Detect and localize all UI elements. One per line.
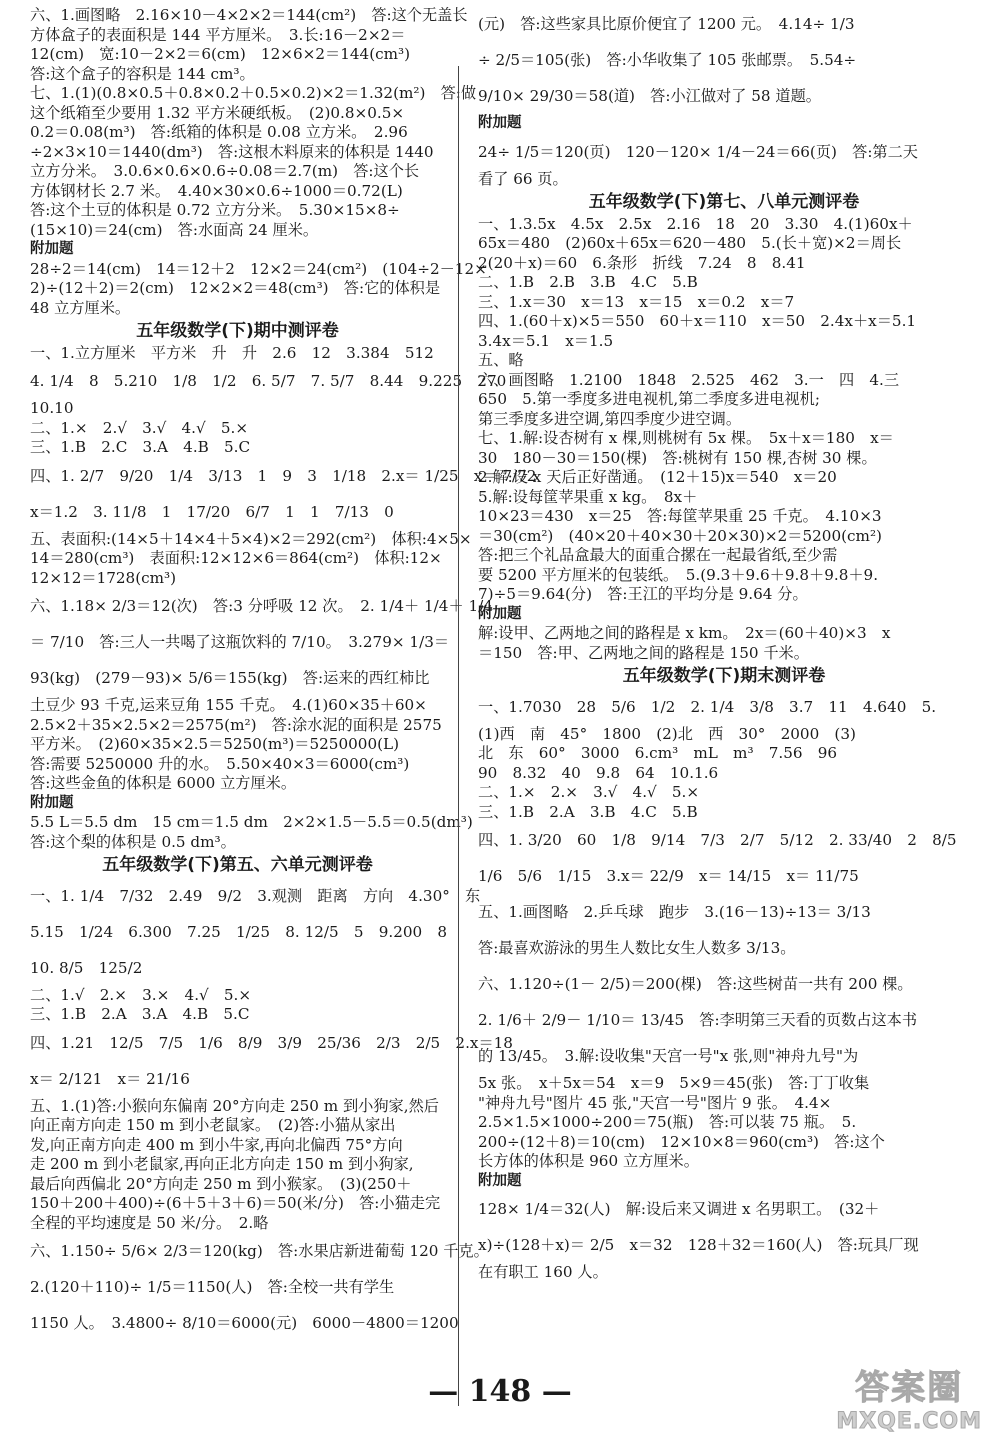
answer-line: 答:这个梨的体积是 0.5 dm³。 — [30, 832, 236, 851]
answer-line: 5x 张。 x＋5x＝54 x＝9 5×9＝45(张) 答:丁丁收集 — [478, 1074, 870, 1092]
answer-line: 10. 8/5 125/2 — [30, 958, 143, 977]
answer-line: 2.(120＋110)÷ 1/5＝1150(人) 答:全校一共有学生 — [30, 1278, 395, 1296]
answer-line: 二、1.× 2.× 3.√ 4.√ 5.× — [478, 783, 700, 801]
answer-line: 四、1. 3/20 60 1/8 9/14 7/3 2/7 5/12 2. 33/40 2 8/5 — [478, 831, 957, 849]
answer-line: 五、表面积:(14×5＋14×4＋5×4)×2＝292(cm²) 体积:4×5× — [30, 529, 472, 548]
answer-line: 六、1.18× 2/3＝12(次) 答:3 分呼吸 12 次。 2. 1/4＋ 1/4＋ 1/4 — [30, 597, 493, 615]
answer-line: 7)÷5＝9.64(分) 答:王江的平均分是 9.64 分。 — [478, 585, 808, 603]
section-title: 五年级数学(下)第七、八单元测评卷 — [588, 192, 860, 212]
answer-line: x＝ 2/121 x＝ 21/16 — [30, 1069, 190, 1088]
answer-line: 要 5200 平方厘米的包装纸。 5.(9.3＋9.6＋9.8＋9.8＋9. — [478, 565, 879, 584]
answer-line: 在有职工 160 人。 — [478, 1263, 608, 1281]
answer-line: 一、1.3.5x 4.5x 2.5x 2.16 18 20 3.30 4.(1)60x＋ — [478, 214, 913, 233]
answer-line: 解:设甲、乙两地之间的路程是 x km。 2x＝(60＋40)×3 x — [478, 624, 891, 642]
answer-line: 答:这些金鱼的体积是 6000 立方厘米。 — [30, 774, 297, 792]
answer-line: 答:最喜欢游泳的男生人数比女生人数多 3/13。 — [478, 939, 796, 957]
answer-line: 10.10 — [30, 399, 74, 417]
right-column — [478, 6, 970, 1283]
watermark-url: MXQE.COM — [836, 1409, 982, 1434]
answer-line: 看了 66 页。 — [478, 169, 568, 188]
answer-line: 1/6 5/6 1/15 3.x＝ 22/9 x＝ 14/15 x＝ 11/75 — [478, 867, 859, 885]
answer-line: 六、1.120÷(1－ 2/5)＝200(棵) 答:这些树苗一共有 200 棵。 — [478, 975, 913, 993]
answer-line: 三、1.x＝30 x＝13 x＝15 x＝0.2 x＝7 — [478, 292, 795, 311]
section-title: 五年级数学(下)期中测评卷 — [136, 321, 339, 341]
page-number: — 148 — — [428, 1374, 572, 1409]
answer-line: 的 13/45。 3.解:设收集"天宫一号"x 张,则"神舟九号"为 — [478, 1047, 859, 1065]
answer-line: x＝1.2 3. 11/8 1 17/20 6/7 1 1 7/13 0 — [30, 502, 394, 521]
answer-line: ＝150 答:甲、乙两地之间的路程是 150 千米。 — [478, 643, 809, 662]
answer-line: 答:这个盒子的容积是 144 cm³。 — [30, 64, 255, 83]
answer-line: 93(kg) (279－93)× 5/6＝155(kg) 答:运来的西红柿比 — [30, 669, 430, 687]
answer-line: 4. 1/4 8 5.210 1/8 1/2 6. 5/7 7. 5/7 8.44 9.225 270 — [30, 372, 507, 390]
answer-line: 200÷(12＋8)＝10(cm) 12×10×8＝960(cm³) 答:这个 — [478, 1132, 885, 1151]
answer-line: 方体盒子的表面积是 144 平方厘米。 3.长:16－2×2＝ — [30, 25, 406, 44]
answer-line: 答:需要 5250000 升的水。 5.50×40×3＝6000(cm³) — [30, 754, 410, 773]
answer-line: 2.解:设 x 天后正好凿通。 (12＋15)x＝540 x＝20 — [478, 468, 837, 486]
answer-line: 七、1.解:设杏树有 x 棵,则桃树有 5x 棵。 5x＋x＝180 x＝ — [478, 429, 894, 447]
bonus-label: 附加题 — [30, 241, 74, 257]
answer-line: 六、1.画图略 2.16×10－4×2×2＝144(cm²) 答:这个无盖长 — [30, 6, 468, 24]
answer-line: 28÷2＝14(cm) 14＝12＋2 12×2＝24(cm²) (104÷2－12× — [30, 259, 487, 278]
answer-line: "神舟九号"图片 45 张,"天宫一号"图片 9 张。 4.4× — [478, 1093, 832, 1112]
answer-line: ＝30(cm²) (40×20＋40×30＋20×30)×2＝5200(cm²) — [478, 526, 882, 545]
answer-line: 二、1.√ 2.× 3.× 4.√ 5.× — [30, 985, 252, 1004]
answer-line: 第三季度多进空调,第四季度少进空调。 — [478, 409, 742, 428]
answer-line: 三、1.B 2.A 3.A 4.B 5.C — [30, 1005, 250, 1023]
answer-line: 三、1.B 2.A 3.B 4.C 5.B — [478, 802, 698, 821]
answer-line: 14＝280(cm³) 表面积:12×12×6＝864(cm²) 体积:12× — [30, 549, 442, 567]
answer-line: 走 200 m 到小老鼠家,再向正北方向走 150 m 到小狗家, — [30, 1155, 414, 1173]
answer-line: 1150 人。 3.4800÷ 8/10＝6000(元) 6000－4800＝1200 — [30, 1314, 459, 1332]
answer-line: 48 立方厘米。 — [30, 298, 131, 317]
answer-line: 150＋200＋400)÷(6＋5＋3＋6)＝50(米/分) 答:小猫走完 — [30, 1194, 441, 1212]
answer-line: 9/10× 29/30＝58(道) 答:小江做对了 58 道题。 — [478, 87, 821, 105]
answer-line: 5.15 1/24 6.300 7.25 1/25 8. 12/5 5 9.200 8 — [30, 922, 448, 941]
bonus-label: 附加题 — [478, 115, 522, 131]
bonus-label: 附加题 — [478, 605, 522, 622]
answer-line: 12(cm) 宽:10－2×2＝6(cm) 12×6×2＝144(cm³) — [30, 45, 411, 63]
answer-line: 五、1.(1)答:小猴向东偏南 20°方向走 250 m 到小狗家,然后 — [30, 1096, 439, 1115]
answer-line: ÷ 2/5＝105(张) 答:小华收集了 105 张邮票。 5.54÷ — [478, 51, 857, 69]
bonus-label: 附加题 — [478, 1172, 522, 1189]
answer-line: 2(20＋x)＝60 6.条形 折线 7.24 8 8.41 — [478, 253, 806, 272]
answer-line: 答:这个土豆的体积是 0.72 立方分米。 5.30×15×8÷ — [30, 201, 400, 219]
answer-line: 12×12＝1728(cm³) — [30, 568, 177, 587]
answer-line: 65x＝480 (2)60x＋65x＝620－480 5.(长＋宽)×2＝周长 — [478, 234, 902, 252]
answer-line: 128× 1/4＝32(人) 解:设后来又调进 x 名男职工。 (32＋ — [478, 1200, 880, 1218]
section-title: 五年级数学(下)第五、六单元测评卷 — [102, 855, 373, 875]
answer-line: 北 东 60° 3000 6.cm³ mL m³ 7.56 96 — [478, 744, 838, 762]
answer-line: 五、1.画图略 2.乒乓球 跑步 3.(16－13)÷13＝ 3/13 — [478, 903, 871, 921]
answer-line: 五、略 — [478, 351, 524, 369]
answer-line: x)÷(128＋x)＝ 2/5 x＝32 128＋32＝160(人) 答:玩具厂现 — [478, 1236, 919, 1254]
answer-line: 3.4x＝5.1 x＝1.5 — [478, 331, 614, 350]
answer-line: 四、1.21 12/5 7/5 1/6 8/9 3/9 25/36 2/3 2/5 2.x＝18 — [30, 1033, 513, 1052]
answer-line: 四、1. 2/7 9/20 1/4 3/13 1 9 3 1/18 2.x＝ 1/25 x＝ 7/72 — [30, 466, 537, 485]
answer-line: (元) 答:这些家具比原价便宜了 1200 元。 4.14÷ 1/3 — [478, 15, 855, 33]
answer-line: 发,向正南方向走 400 m 到小牛家,再向北偏西 75°方向 — [30, 1135, 403, 1154]
answer-line: ÷2×3×10＝1440(dm³) 答:这根木料原来的体积是 1440 — [30, 142, 434, 161]
answer-line: 六、画图略 1.2100 1848 2.525 462 3.一 四 4.三 — [478, 370, 900, 389]
watermark-logo: 答案圈 — [855, 1368, 964, 1408]
answer-line: 这个纸箱至少要用 1.32 平方米硬纸板。 (2)0.8×0.5× — [30, 103, 405, 122]
answer-line: (1)西 南 45° 1800 (2)北 西 30° 2000 (3) — [478, 724, 856, 743]
answer-line: 一、1.立方厘米 平方米 升 升 2.6 12 3.384 512 — [30, 343, 434, 362]
answer-line: 2. 1/6＋ 2/9－ 1/10＝ 13/45 答:李明第三天看的页数占这本书 — [478, 1011, 918, 1029]
answer-line: 三、1.B 2.C 3.A 4.B 5.C — [30, 438, 251, 456]
answer-line: 650 5.第一季度多进电视机,第二季度多进电视机; — [478, 390, 820, 408]
answer-line: 2.5×1.5×1000÷200＝75(瓶) 答:可以装 75 瓶。 5. — [478, 1113, 857, 1131]
answer-line: 土豆少 93 千克,运来豆角 155 千克。 4.(1)60×35＋60× — [30, 696, 427, 714]
answer-line: 平方米。 (2)60×35×2.5＝5250(m³)＝5250000(L) — [30, 735, 400, 753]
answer-line: 二、1.× 2.√ 3.√ 4.√ 5.× — [30, 418, 249, 437]
answer-line: 向正南方向走 150 m 到小老鼠家。 (2)答:小猫从家出 — [30, 1116, 396, 1134]
answer-line: 5.解:设每筐苹果重 x kg。 8x＋ — [478, 487, 698, 506]
answer-line: 24÷ 1/5＝120(页) 120－120× 1/4－24＝66(页) 答:第二天 — [478, 142, 918, 161]
column-divider — [458, 66, 459, 1406]
bonus-label: 附加题 — [30, 794, 74, 811]
answer-line: 90 8.32 40 9.8 64 10.1.6 — [478, 763, 719, 782]
answer-line: 2)÷(12＋2)＝2(cm) 12×2×2＝48(cm³) 答:它的体积是 — [30, 279, 441, 297]
answer-line: 二、1.B 2.B 3.B 4.C 5.B — [478, 273, 698, 291]
answer-line: ＝ 7/10 答:三人一共喝了这瓶饮料的 7/10。 3.279× 1/3＝ — [30, 633, 450, 651]
watermark — [836, 1360, 982, 1434]
answer-line: (15×10)＝24(cm) 答:水面高 24 厘米。 — [30, 220, 319, 239]
answer-line: 0.2＝0.08(m³) 答:纸箱的体积是 0.08 立方米。 2.96 — [30, 123, 408, 141]
answer-line: 最后向西偏北 20°方向走 250 m 到小猴家。 (3)(250＋ — [30, 1174, 412, 1193]
answer-line: 10×23＝430 x＝25 答:每筐苹果重 25 千克。 4.10×3 — [478, 507, 882, 525]
answer-line: 30 180－30＝150(棵) 答:桃树有 150 棵,杏树 30 棵。 — [478, 448, 877, 467]
answer-line: 答:把三个礼品盒最大的面重合摞在一起最省纸,至少需 — [478, 546, 838, 564]
answer-line: 5.5 L＝5.5 dm 15 cm＝1.5 dm 2×2×1.5－5.5＝0.5(dm³) — [30, 813, 473, 831]
answer-line: 立方分米。 3.0.6×0.6×0.6÷0.08＝2.7(m) 答:这个长 — [30, 162, 420, 180]
answer-line: 一、1. 1/4 7/32 2.49 9/2 3.观测 距离 方向 4.30° 东 — [30, 886, 481, 905]
answer-line: 长方体的体积是 960 立方厘米。 — [478, 1152, 699, 1170]
answer-line: 六、1.150÷ 5/6× 2/3＝120(kg) 答:水果店新进葡萄 120 千克。 — [30, 1242, 489, 1260]
answer-line: 一、1.7030 28 5/6 1/2 2. 1/4 3/8 3.7 11 4.640 5. — [478, 697, 937, 716]
answer-line: 2.5×2＋35×2.5×2＝2575(m²) 答:涂水泥的面积是 2575 — [30, 715, 442, 734]
answer-line: 方体钢材长 2.7 米。 4.40×30×0.6÷1000＝0.72(L) — [30, 181, 403, 200]
answer-line: 全程的平均速度是 50 米/分。 2.略 — [30, 1213, 269, 1232]
section-title: 五年级数学(下)期末测评卷 — [622, 666, 826, 686]
answer-line: 七、1.(1)(0.8×0.5＋0.8×0.2＋0.5×0.2)×2＝1.32(m²) 答:做 — [30, 84, 477, 102]
answer-line: 四、1.(60＋x)×5＝550 60＋x＝110 x＝50 2.4x＋x＝5.1 — [478, 312, 917, 330]
